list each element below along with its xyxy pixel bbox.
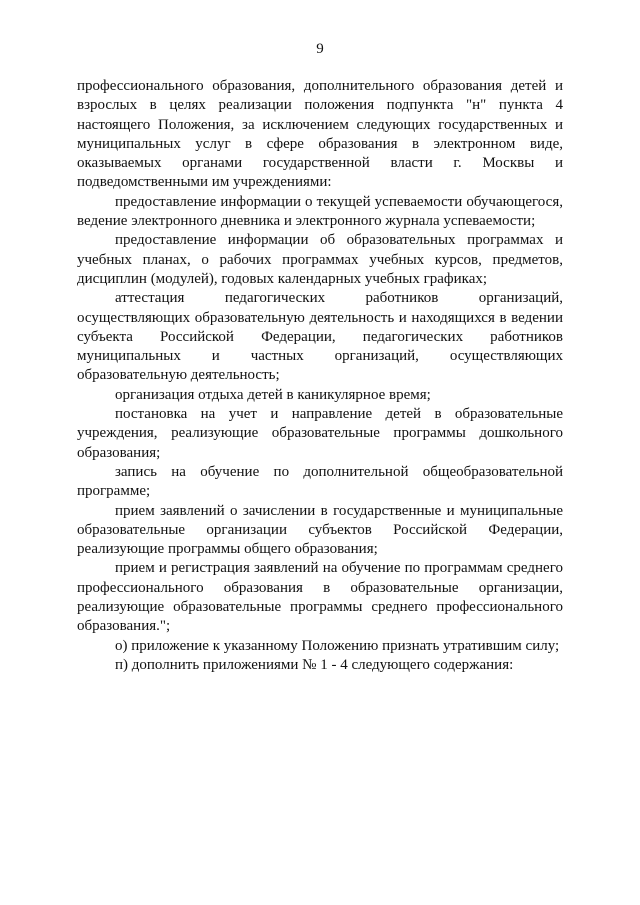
paragraph-item-o: о) приложение к указанному Положению признать утратившим силу; [115, 637, 560, 654]
paragraph-teacher-certification: аттестация педагогических работников организаций, осуществляющих образовательную деятельность и находящихся в ведении субъекта Российской Федерации, педагогических работников муниципальных и частных организаций, осуществляющих образовательную деятельность; [77, 290, 563, 384]
paragraph-general-education-enrollment: прием заявлений о зачислении в государственные и муниципальные образовательные организации субъектов Российской Федерации, реализующие программы общего образования; [77, 502, 563, 558]
paragraph-additional-education: запись на обучение по дополнительной общеобразовательной программе; [77, 463, 563, 500]
paragraph-intro: профессионального образования, дополнительного образования детей и взрослых в целях реализации положения подпункта "н" пункта 4 настоящего Положения, за исключением следующих государственных и муниципальных услуг в сфере образования в электронном виде, оказываемых органами государственной власти г. Москвы и подведомственными им учреждениями: [77, 78, 563, 191]
paragraph-item-p: п) дополнить приложениями № 1 - 4 следующего содержания: [115, 656, 514, 673]
paragraph-vocational-enrollment: прием и регистрация заявлений на обучение по программам среднего профессионального образования в образовательные организации, реализующие образовательные программы среднего профессионального образования."; [77, 560, 563, 635]
document-body [77, 77, 563, 675]
paragraph-children-vacation: организация отдыха детей в каникулярное время; [115, 386, 431, 403]
paragraph-programs-info: предоставление информации об образовательных программах и учебных планах, о рабочих программах учебных курсов, предметов, дисциплин (модулей), годовых календарных учебных графиках; [77, 232, 563, 287]
paragraph-preschool-registration: постановка на учет и направление детей в образовательные учреждения, реализующие образовательные программы дошкольного образования; [77, 406, 563, 461]
paragraph-progress-info: предоставление информации о текущей успеваемости обучающегося, ведение электронного дневника и электронного журнала успеваемости; [77, 193, 563, 230]
page-number: 9 [316, 41, 324, 57]
